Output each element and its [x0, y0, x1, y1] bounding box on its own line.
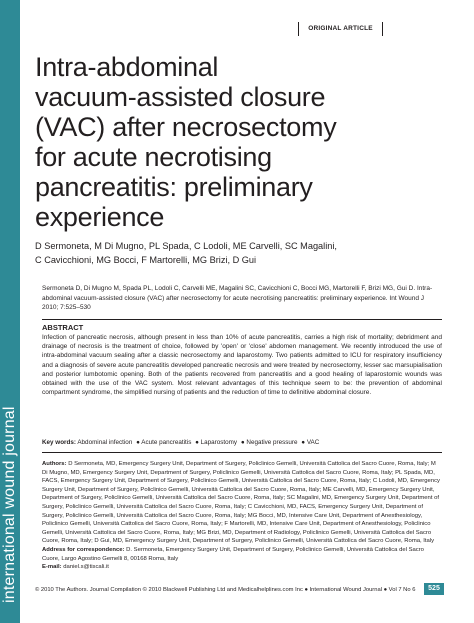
keyword-separator: ● [136, 439, 140, 446]
authors-affiliations-text: D Sermoneta, MD, Emergency Surgery Unit, Department of Surgery, Policlinico Gemelli, Università Cattolica del Sacro Cuore, Roma, Italy; M Di Mugno, MD, Emergency Surgery Unit, Department of Surgery, Policlinico Gemelli, Università Cattolica del Sacro Cuore, Roma, Italy; PL Spada, MD, FACS, Emergency Surgery Unit, Department of Surgery, Policlinico Gemelli, Università Cattolica del Sacro Cuore, Roma, Italy; C Lodoli, MD, Emergency Surgery Unit, Department of Surgery, Policlinico Gemelli, Università Cattolica del Sacro Cuore, Roma, Italy; ME Carvelli, MD, Emergency Surgery Unit, Department of Surgery, Policlinico Gemelli, Università Cattolica del Sacro Cuore, Roma, Italy; SC Magalini, MD, Emergency Surgery Unit, Department of Surgery, Policlinico Gemelli, Università Cattolica del Sacro Cuore, Roma, Italy; C Cavicchioni, MD, FACS, Emergency Surgery Unit, Department of Surgery, Policlinico Gemelli, Università Cattolica del Sacro Cuore, Roma, Italy; MG Bocci, MD, Intensive Care Unit, Department of Anesthesiology, Policlinico Gemelli, Università Cattolica del Sacro Cuore, Roma, Italy; F Martorelli, MD, Intensive Care Unit, Department of Anesthesiology, Policlinico Gemelli, Università Cattolica del Sacro Cuore, Roma, Italy; MG Brizi, MD, Department of Radiology, Policlinico Gemelli, Università Cattolica del Sacro Cuore, Roma, Italy; D Gui, MD, Emergency Surgery Unit, Department of Surgery, Policlinico Gemelli, Università Cattolica del Sacro Cuore, Roma, Italy [42, 461, 440, 545]
keyword: Acute pancreatitis [141, 439, 192, 446]
citation: Sermoneta D, Di Mugno M, Spada PL, Lodoli C, Carvelli ME, Magalini SC, Cavicchioni C, Bocci MG, Martorelli F, Brizi MG, Gui D. Intra-abdominal vacuum-assisted closure (VAC) after necrosectomy for acute necrotising pancreatitis: preliminary experience. Int Wound J 2010; 7:525–530 [42, 285, 433, 311]
keywords-label: Key words: [42, 439, 76, 446]
email-label: E-mail: [42, 564, 62, 571]
author-affiliations [42, 460, 442, 572]
title-line: pancreatitis: preliminary [35, 172, 313, 202]
correspondence-label: Address for correspondence: [42, 546, 125, 553]
journal-side-band [0, 0, 20, 623]
title-line: Intra-abdominal [35, 52, 219, 82]
article-title [35, 52, 435, 232]
keyword: VAC [306, 439, 320, 446]
keywords [42, 438, 442, 447]
keyword: Laparostomy [200, 439, 238, 446]
correspondence-text: D. Sermoneta, Emergency Surgery Unit, Department of Surgery, Policlinico Gemelli, Università Cattolica del Sacro Cuore, Largo Agostino Gemelli 8, 00168 Roma, Italy [42, 546, 424, 562]
abstract-text: Infection of pancreatic necrosis, although present in less than 10% of acute pancreatitis, carries a high risk of mortality; debridment and drainage of necrosis is the treatment of choice, followed by 'open' or 'close' abdomen management. We recently introduced the use of intra-abdominal vacuum sealing after a classic necrosectomy and laparostomy. Two patients admitted to ICU for respiratory insufficiency and a diagnosis of severe acute pancreatitis developed pancreatic necrosis and were treated by necrosectomy, lesser sac marsupialisation and posterior lumbotomic opening. Both of the patients recovered from pancreatitis and a good healing of laparostomic wounds was obtained with the use of the VAC system. Most relevant advantages of this technique seem to be: the prevention of abdominal compartment syndrome, the simplified nursing of patients and the reduction of time to definitive abdominal closure. [42, 334, 442, 397]
page-number: 525 [424, 583, 444, 595]
author-line: D Sermoneta, M Di Mugno, PL Spada, C Lodoli, ME Carvelli, SC Magalini, [35, 241, 337, 251]
abstract-top-rule [42, 319, 442, 320]
author-list [35, 240, 445, 267]
abstract-bottom-rule [42, 452, 442, 453]
title-line: vacuum-assisted closure [35, 82, 326, 112]
title-line: (VAC) after necrosectomy [35, 112, 337, 142]
section-tag: ORIGINAL ARTICLE [298, 22, 383, 36]
journal-side-title: international wound journal [1, 406, 18, 603]
keyword-separator: ● [195, 439, 199, 446]
keyword: Negative pressure [246, 439, 298, 446]
keyword: Abdominal infection [77, 439, 133, 446]
keyword-separator: ● [240, 439, 245, 446]
email-address: daniel.s@tiscali.it [63, 564, 109, 571]
authors-label: Authors: [42, 461, 67, 467]
keyword-separator: ● [301, 439, 306, 446]
title-line: experience [35, 202, 165, 232]
author-line: C Cavicchioni, MG Bocci, F Martorelli, MG Brizi, D Gui [35, 254, 257, 265]
footer-copyright: © 2010 The Authors. Journal Compilation © 2010 Blackwell Publishing Ltd and Medicalhelplines.com Inc ● International Wound Journal ● Vol 7 No 6 [35, 587, 416, 593]
title-line: for acute necrotising [35, 142, 272, 172]
abstract-heading: ABSTRACT [42, 323, 84, 332]
